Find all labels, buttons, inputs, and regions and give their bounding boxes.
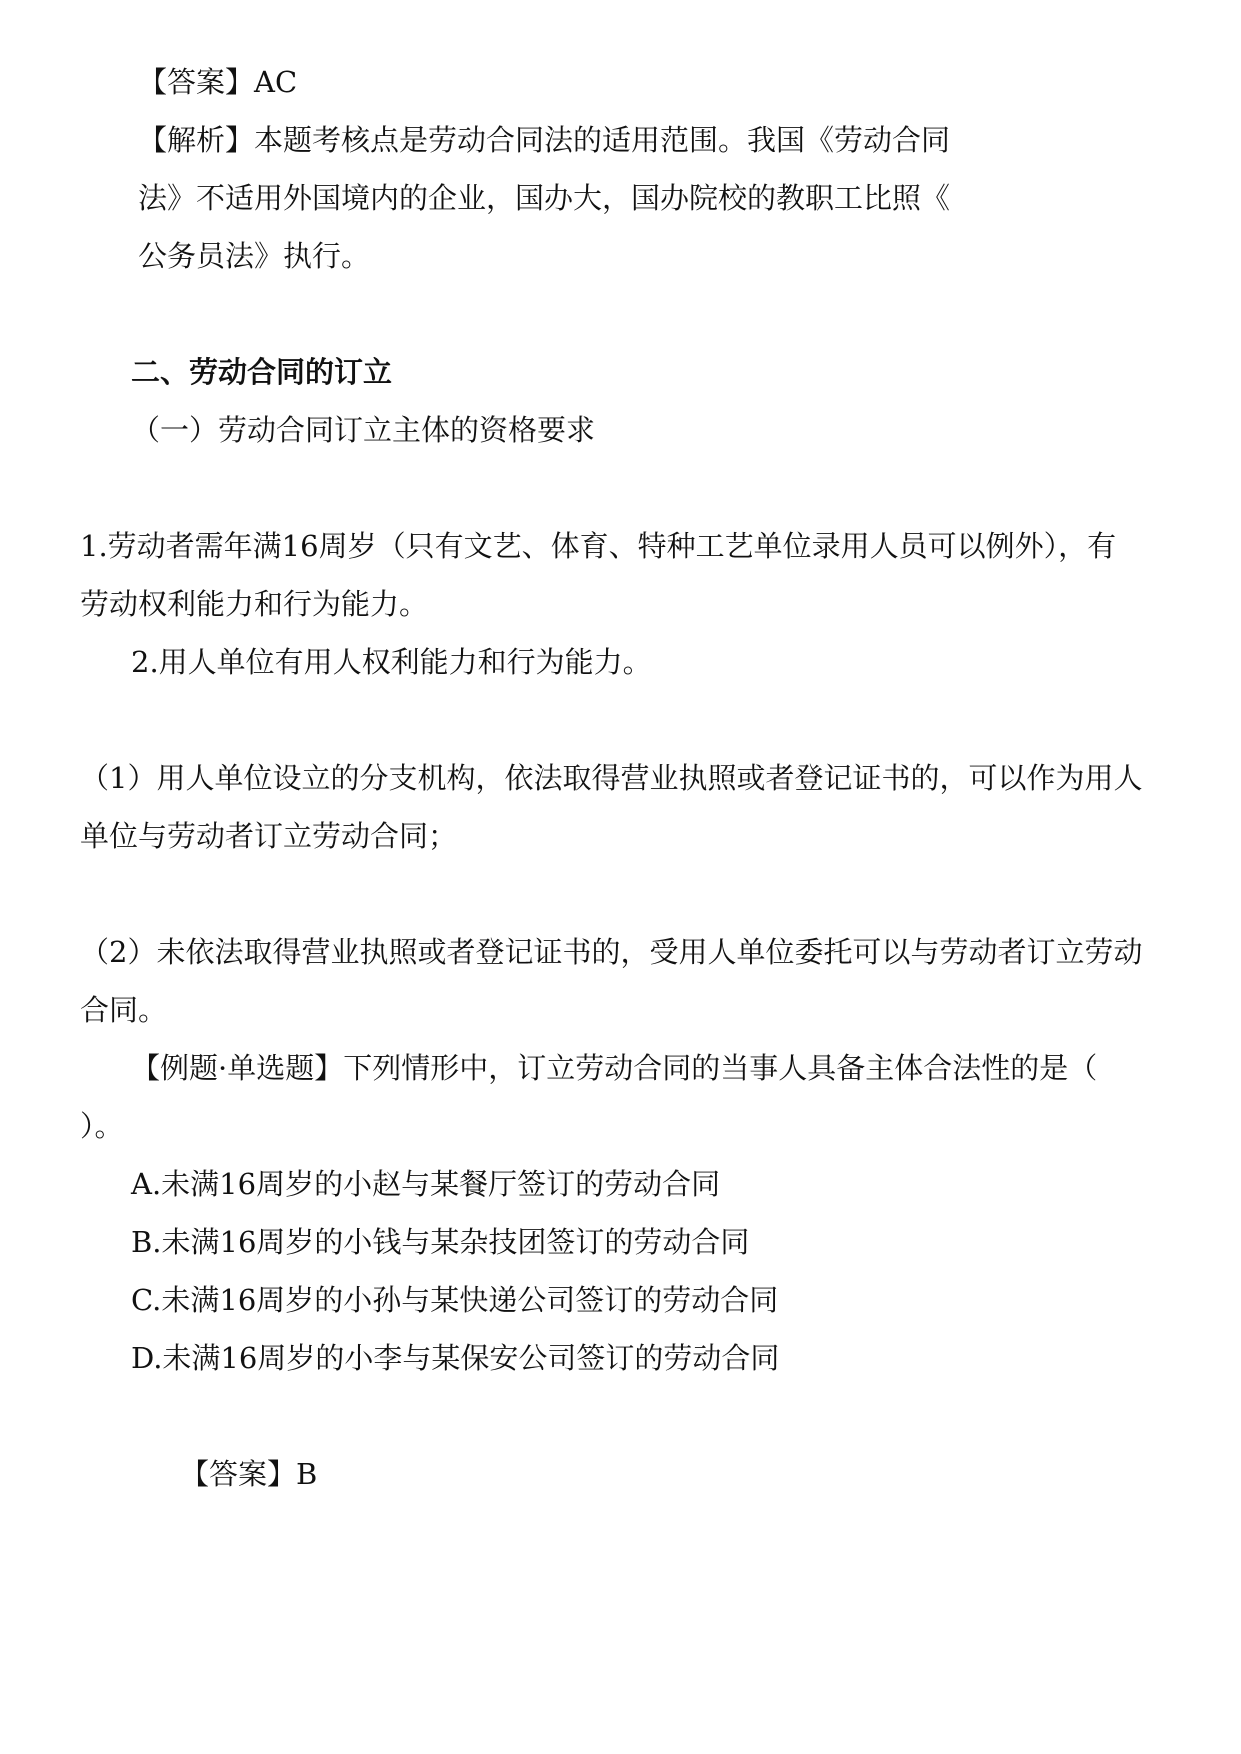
item-2-line-2: 合同。: [80, 993, 168, 1027]
section-heading: 二、劳动合同的订立: [131, 355, 393, 389]
answer-line: 【答案】AC: [138, 65, 298, 99]
option-a: A.未满16周岁的小赵与某餐厅签订的劳动合同: [131, 1167, 721, 1201]
option-c: C.未满16周岁的小孙与某快递公司签订的劳动合同: [131, 1283, 779, 1317]
paragraph-2: 2.用人单位有用人权利能力和行为能力。: [131, 645, 652, 679]
analysis-line-2: 法》不适用外国境内的企业，国办大，国办院校的教职工比照《: [138, 181, 951, 215]
paragraph-1-line-1: 1.劳动者需年满16周岁（只有文艺、体育、特种工艺单位录用人员可以例外），有: [80, 529, 1117, 563]
question-answer: 【答案】B: [180, 1457, 318, 1491]
question-line-2: ）。: [80, 1109, 124, 1143]
item-1-line-1: （1）用人单位设立的分支机构，依法取得营业执照或者登记证书的，可以作为用人: [80, 761, 1143, 795]
paragraph-1-line-2: 劳动权利能力和行为能力。: [80, 587, 429, 621]
analysis-line-3: 公务员法》执行。: [138, 239, 371, 273]
item-1-line-2: 单位与劳动者订立劳动合同；: [80, 819, 458, 853]
question-line-1: 【例题·单选题】下列情形中，订立劳动合同的当事人具备主体合法性的是（: [131, 1051, 1098, 1085]
analysis-line-1: 【解析】本题考核点是劳动合同法的适用范围。我国《劳动合同: [138, 123, 951, 157]
option-d: D.未满16周岁的小李与某保安公司签订的劳动合同: [131, 1341, 780, 1375]
option-b: B.未满16周岁的小钱与某杂技团签订的劳动合同: [131, 1225, 750, 1259]
item-2-line-1: （2）未依法取得营业执照或者登记证书的，受用人单位委托可以与劳动者订立劳动: [80, 935, 1143, 969]
subsection-heading: （一）劳动合同订立主体的资格要求: [131, 413, 596, 447]
